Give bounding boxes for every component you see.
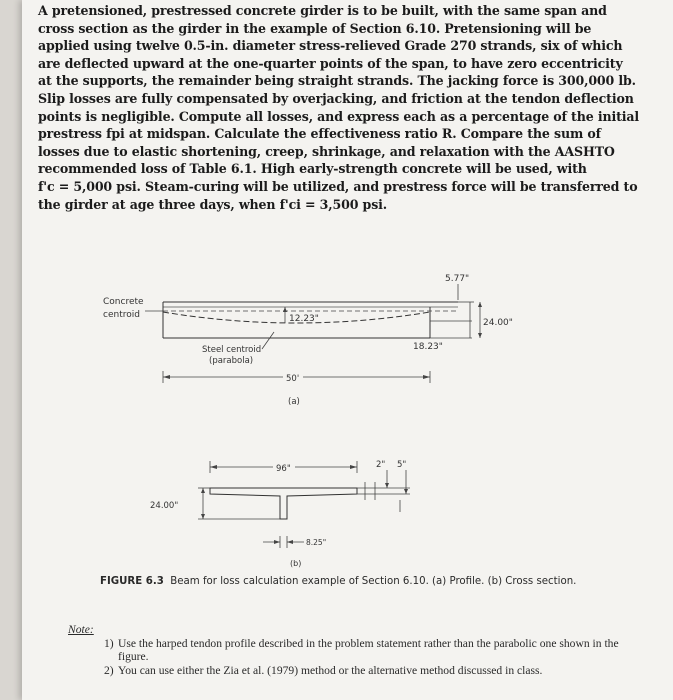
note-item [68,664,628,678]
dim-12-23: 12.23" [289,314,319,324]
dim-96: 96" [276,464,291,474]
dim-8-25: 8.25" [306,538,327,547]
dim-2: 2" [376,460,386,470]
dim-arrowhead [201,488,205,493]
centroid-label: centroid [103,310,140,320]
dim-arrowhead [478,302,482,307]
note-number: 1) [104,636,114,650]
note-block [68,623,628,677]
figure-caption-text: Beam for loss calculation example of Section 6.10. (a) Profile. (b) Cross section. [170,576,577,587]
label-b: (b) [290,559,302,568]
t-section-outline [210,488,357,519]
note-title: Note: [68,623,94,636]
figure-caption-label: FIGURE 6.3 [100,576,164,587]
dim-arrowhead [201,514,205,519]
dim-arrowhead [423,375,430,379]
dim-24-00-left: 24.00" [150,501,179,511]
dim-arrowhead [385,483,389,488]
dim-arrowhead [287,540,293,544]
dim-50: 50' [286,374,300,384]
beam-profile-diagram [103,274,513,407]
dim-5-77: 5.77" [445,274,470,284]
dim-24-00-right: 24.00" [483,318,513,328]
label-a: (a) [288,397,300,407]
dim-arrowhead [210,465,217,469]
dim-18-23: 18.23" [413,342,443,352]
dim-arrowhead [163,375,170,379]
dim-arrowhead [350,465,357,469]
problem-statement: A pretensioned, prestressed concrete girder is to be built, with the same span and cross section as the girder in the example of Section 6.10. Pretensioning will be applied using twelve 0.5-in. diameter stress-relieved Grade 270 strands, six of which are deflected upward at the one-quarter points of the span, to have zero eccentricity at the supports, the remainder being straight strands. The jacking force is 300,000 lb. Slip losses are fully compensated by overjacking, and friction at the tendon deflection points is negligible. Compute all losses, and express each as a percentage of the initial prestress fpi at midspan. Calculate the effectiveness ratio R. Compare the sum of losses due to elastic shortening, creep, shrinkage, and relaxation with the AASHTO recommended loss of Table 6.1. High early-strength concrete will be used, with f'c = 5,000 psi. Steam-curing will be utilized, and prestress force will be transferred to the girder at age three days, when f'ci = 3,500 psi. [38,3,640,212]
figure-caption [100,575,620,589]
dim-arrowhead [283,307,287,312]
dim-arrowhead [274,540,280,544]
dim-arrowhead [478,333,482,338]
note-item [68,637,628,664]
note-number: 2) [104,663,114,677]
steel-centroid-label: Steel centroid [202,345,262,355]
parabola-label: (parabola) [209,356,254,366]
note-text: Use the harped tendon profile described in the problem statement rather than the parabolic one shown in the figure. [118,636,619,663]
cross-section-diagram [150,460,410,568]
dim-arrowhead [404,489,408,494]
note-text: You can use either the Zia et al. (1979) method or the alternative method discussed in class. [118,663,543,677]
concrete-label: Concrete [103,297,144,307]
steel-centroid-leader [262,332,274,349]
dim-5: 5" [397,460,407,470]
